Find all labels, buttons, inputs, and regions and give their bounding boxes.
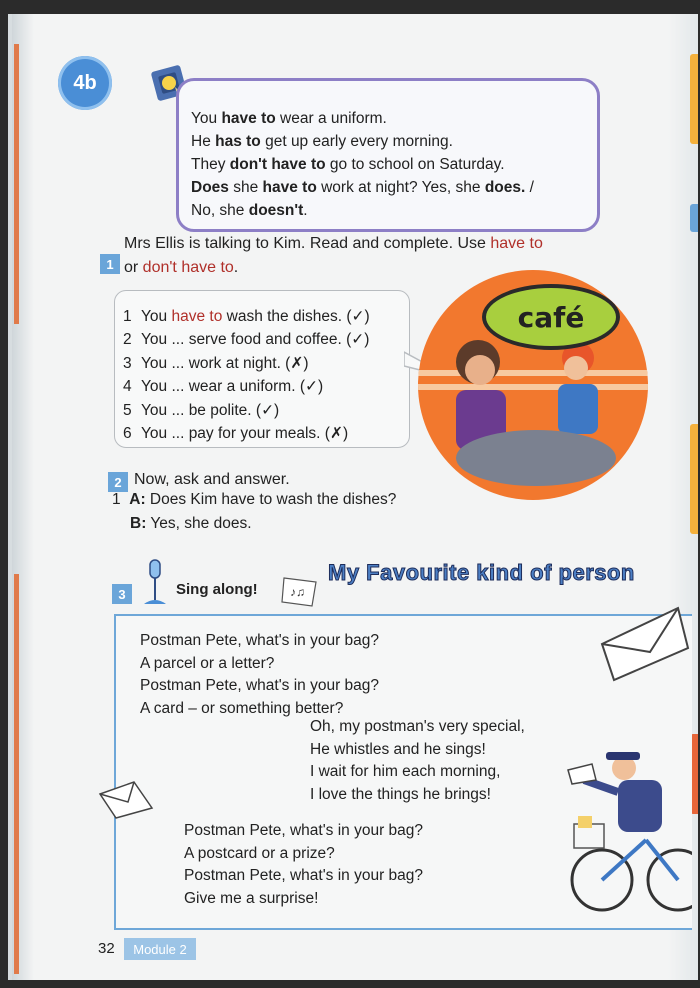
envelope-icon <box>98 780 154 820</box>
unit-badge: 4b <box>58 56 112 110</box>
spine-stripe <box>14 44 19 324</box>
cafe-table <box>456 430 616 486</box>
list-item: 2 You ... serve food and coffee. (✓) <box>123 331 370 349</box>
song-line: He whistles and he sings! <box>310 740 486 758</box>
dialogue-line: B: Yes, she does. <box>130 515 252 532</box>
song-line: Postman Pete, what's in your bag? <box>184 867 424 884</box>
grammar-line: Does she have to work at night? Yes, she does. / <box>191 179 534 196</box>
postman-illustration <box>566 740 692 920</box>
list-item: 1 You have to wash the dishes. (✓) <box>123 308 370 325</box>
song-line: A parcel or a letter? <box>140 654 275 672</box>
song-line: Postman Pete, what's in your bag? <box>140 632 380 649</box>
edge-tab <box>690 54 698 144</box>
list-item: 5 You ... be polite. (✓) <box>123 401 280 419</box>
module-label: Module 2 <box>124 938 196 960</box>
song-stanza <box>310 716 525 806</box>
spine-stripe <box>14 574 19 974</box>
exercise-instruction: Now, ask and answer. <box>134 471 290 488</box>
exercise-number: 1 <box>100 254 120 274</box>
exercise-list <box>123 305 370 445</box>
song-line: A card – or something better? <box>140 699 344 717</box>
music-notes-icon <box>280 574 320 610</box>
grammar-box <box>176 78 600 232</box>
list-item: 3 You ... work at night. (✗) <box>123 354 309 372</box>
example-dialogue <box>112 488 396 536</box>
exercise-instruction: Mrs Ellis is talking to Kim. Read and complete. Use have to or don't have to. <box>124 235 543 276</box>
list-item: 4 You ... wear a uniform. (✓) <box>123 378 324 396</box>
dialogue-line: 1 A: Does Kim have to wash the dishes? <box>112 491 397 508</box>
edge-tab <box>690 204 698 232</box>
exercise-number: 3 <box>112 584 132 604</box>
microphone-icon <box>140 558 170 608</box>
grammar-line: He has to get up early every morning. <box>191 133 453 150</box>
song-line: I love the things he brings! <box>310 785 491 803</box>
page-number: 32 <box>98 940 115 957</box>
song-line: Give me a surprise! <box>184 889 319 907</box>
song-line: Postman Pete, what's in your bag? <box>140 677 380 694</box>
song-line: A postcard or a prize? <box>184 844 335 862</box>
svg-text:♪♫: ♪♫ <box>290 585 305 599</box>
list-item: 6 You ... pay for your meals. (✗) <box>123 425 349 443</box>
sing-along-label: Sing along! <box>176 581 258 598</box>
song-line: Oh, my postman's very special, <box>310 718 525 735</box>
cafe-sign: café <box>482 284 620 350</box>
grammar-line: You have to wear a uniform. <box>191 110 387 127</box>
song-line: I wait for him each morning, <box>310 763 501 780</box>
song-line: Postman Pete, what's in your bag? <box>184 822 424 839</box>
song-stanza <box>140 630 379 720</box>
grammar-examples <box>191 107 534 222</box>
grammar-line: No, she doesn't. <box>191 202 308 219</box>
envelope-icon <box>598 604 690 684</box>
grammar-line: They don't have to go to school on Saturday. <box>191 156 505 173</box>
exercise-number: 2 <box>108 472 128 492</box>
speech-bubble <box>114 290 410 448</box>
song-title: My Favourite kind of person <box>328 560 635 585</box>
song-stanza <box>184 820 423 910</box>
edge-tab <box>690 424 698 534</box>
